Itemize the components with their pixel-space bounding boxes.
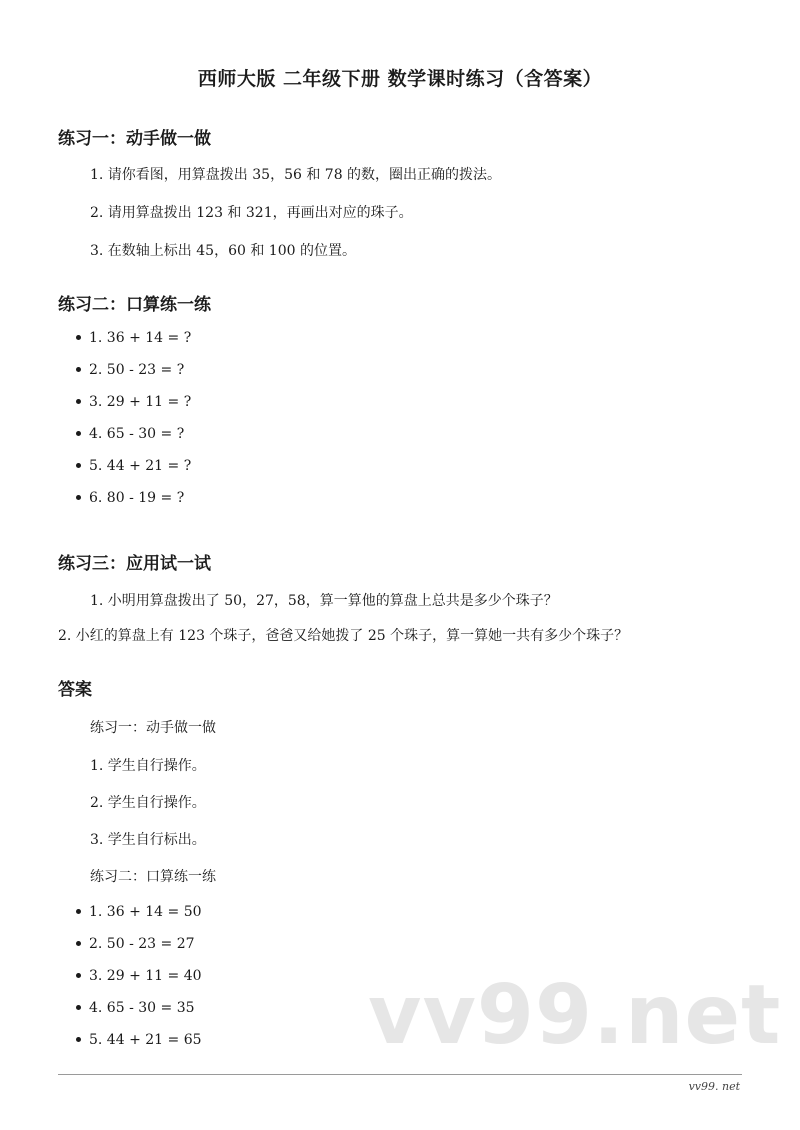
section1-item-1: 1. 请你看图，用算盘拨出 35，56 和 78 的数，圈出正确的拨法。 [90,167,502,183]
answers-part2-item-2 [76,936,195,952]
answers-part1-item-1: 1. 学生自行操作。 [90,758,206,774]
section3-item-1: 1. 小明用算盘拨出了 50，27，58，算一算他的算盘上总共是多少个珠子？ [90,593,558,609]
answer-item-text: 3. 29 + 11 = 40 [89,968,202,984]
section2-item-text: 6. 80 - 19 = ? [89,490,185,506]
section2-item-1 [76,330,191,346]
section1-item-2: 2. 请用算盘拨出 123 和 321，再画出对应的珠子。 [90,205,413,221]
answer-item-text: 1. 36 + 14 = 50 [89,904,202,920]
answers-heading: 答案 [58,680,92,700]
section2-item-text: 2. 50 - 23 = ? [89,362,185,378]
answer-item-text: 4. 65 - 30 = 35 [89,1000,195,1016]
section2-item-6 [76,490,184,506]
footer-site-label: vv99. net [688,1080,740,1093]
bullet-dot [76,941,81,946]
section2-item-text: 3. 29 + 11 = ? [89,394,192,410]
section3-heading: 练习三：应用试一试 [58,554,211,574]
answers-part2-item-1 [76,904,202,920]
section2-item-3 [76,394,191,410]
section2-item-5 [76,458,191,474]
section2-item-text: 1. 36 + 14 = ? [89,330,192,346]
answers-part2-item-4 [76,1000,195,1016]
document-title: 西师大版 二年级下册 数学课时练习（含答案） [197,68,603,90]
answers-part2-item-3 [76,968,202,984]
section1-heading: 练习一：动手做一做 [58,129,211,149]
section2-item-text: 5. 44 + 21 = ? [89,458,192,474]
section2-item-2 [76,362,184,378]
bullet-dot [76,495,81,500]
section2-item-text: 4. 65 - 30 = ? [89,426,185,442]
bullet-dot [76,1005,81,1010]
watermark: vv99.net [368,968,782,1063]
footer-rule [58,1074,742,1075]
answers-part2-label: 练习二：口算练一练 [90,869,216,885]
bullet-dot [76,399,81,404]
bullet-dot [76,335,81,340]
answer-item-text: 5. 44 + 21 = 65 [89,1032,202,1048]
answers-part1-item-3: 3. 学生自行标出。 [90,832,206,848]
answers-part1-item-2: 2. 学生自行操作。 [90,795,206,811]
bullet-dot [76,909,81,914]
section3-item-2: 2. 小红的算盘上有 123 个珠子，爸爸又给她拨了 25 个珠子，算一算她一共有多少个珠子？ [58,628,629,644]
section2-item-4 [76,426,184,442]
bullet-dot [76,973,81,978]
bullet-dot [76,431,81,436]
answer-item-text: 2. 50 - 23 = 27 [89,936,195,952]
bullet-dot [76,1037,81,1042]
answers-part2-item-5 [76,1032,202,1048]
section2-heading: 练习二：口算练一练 [58,295,211,315]
bullet-dot [76,367,81,372]
bullet-dot [76,463,81,468]
answers-part1-label: 练习一：动手做一做 [90,720,216,736]
section1-item-3: 3. 在数轴上标出 45，60 和 100 的位置。 [90,243,356,259]
